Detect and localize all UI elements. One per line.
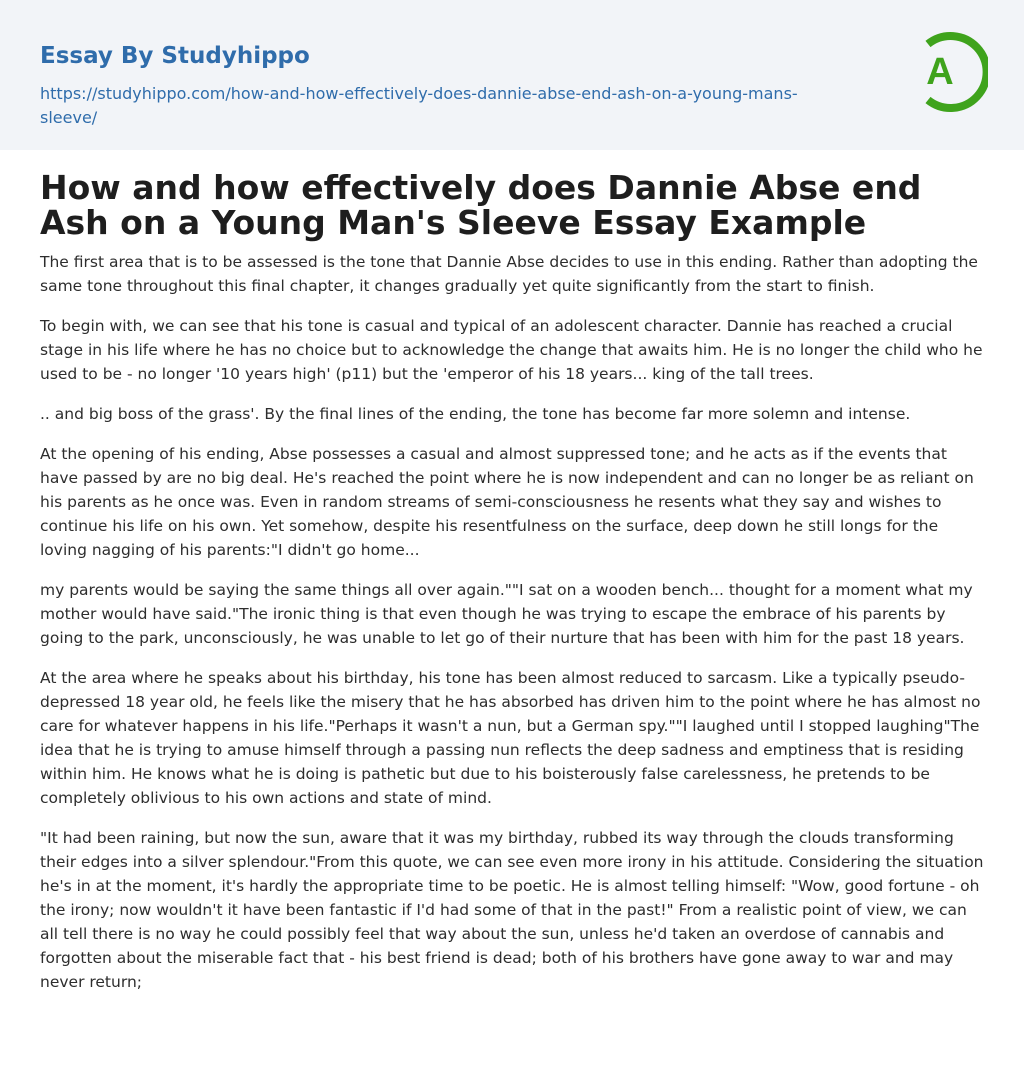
paragraph: The first area that is to be assessed is the tone that Dannie Abse decides to use in this ending. Rather than adopting the same tone throughout this final chapter, it changes gradually yet quite significantly from the start to finish. xyxy=(40,253,978,295)
paragraph: "It had been raining, but now the sun, aware that it was my birthday, rubbed its way through the clouds transforming their edges into a silver splendour."From this quote, we can see even more irony in his attitude. Considering the situation he's in at the moment, it's hardly the appropriate time to be poetic. He is almost telling himself: "Wow, good fortune - oh the irony; now wouldn't it have been fantastic if I'd had some of that in the past!" From a realistic point of view, we can all tell there is no way he could possibly feel that way about the sun, unless he'd taken an overdose of cannabis and forgotten about the miserable fact that - his best friend is dead; both of his brothers have gone away to war and may never return; xyxy=(40,829,984,991)
site-header xyxy=(0,0,1024,150)
source-url-link[interactable]: https://studyhippo.com/how-and-how-effectively-does-dannie-abse-end-ash-on-a-young-mans-sleeve/ xyxy=(40,84,798,127)
studyhippo-logo-icon[interactable] xyxy=(904,28,988,116)
paragraph: At the area where he speaks about his birthday, his tone has been almost reduced to sarcasm. Like a typically pseudo-depressed 18 year old, he feels like the misery that he has absorbed has driven him to the point where he has almost no care for whatever happens in his life."Perhaps it wasn't a nun, but a German spy.""I laughed until I stopped laughing"The idea that he is trying to amuse himself through a passing nun reflects the deep sadness and emptiness that is residing within him. He knows what he is doing is pathetic but due to his boisterously false carelessness, he pretends to be completely oblivious to his own actions and state of mind. xyxy=(40,669,981,807)
paragraph: At the opening of his ending, Abse possesses a casual and almost suppressed tone; and he acts as if the events that have passed by are no big deal. He's reached the point where he is now independent and can no longer be as reliant on his parents as he once was. Even in random streams of semi-consciousness he resents what they say and wishes to continue his life on his own. Yet somehow, despite his resentfulness on the surface, deep down he still longs for the loving nagging of his parents:"I didn't go home... xyxy=(40,445,974,559)
paragraph: my parents would be saying the same things all over again.""I sat on a wooden bench... thought for a moment what my mother would have said."The ironic thing is that even though he was trying to escape the embrace of his parents by going to the park, unconsciously, he was unable to let go of their nurture that has been with him for the past 18 years. xyxy=(40,581,973,647)
paragraph: To begin with, we can see that his tone is casual and typical of an adolescent character. Dannie has reached a crucial stage in his life where he has no choice but to acknowledge the change that awaits him. He is no longer the child who he used to be - no longer '10 years high' (p11) but the 'emperor of his 18 years... king of the tall trees. xyxy=(40,317,983,383)
article xyxy=(40,170,984,1010)
brand-title[interactable]: Essay By Studyhippo xyxy=(40,43,310,69)
paragraph: .. and big boss of the grass'. By the final lines of the ending, the tone has become far more solemn and intense. xyxy=(40,405,911,423)
article-title: How and how effectively does Dannie Abse end Ash on a Young Man's Sleeve Essay Example xyxy=(40,168,922,242)
logo-letter: A xyxy=(926,51,954,93)
